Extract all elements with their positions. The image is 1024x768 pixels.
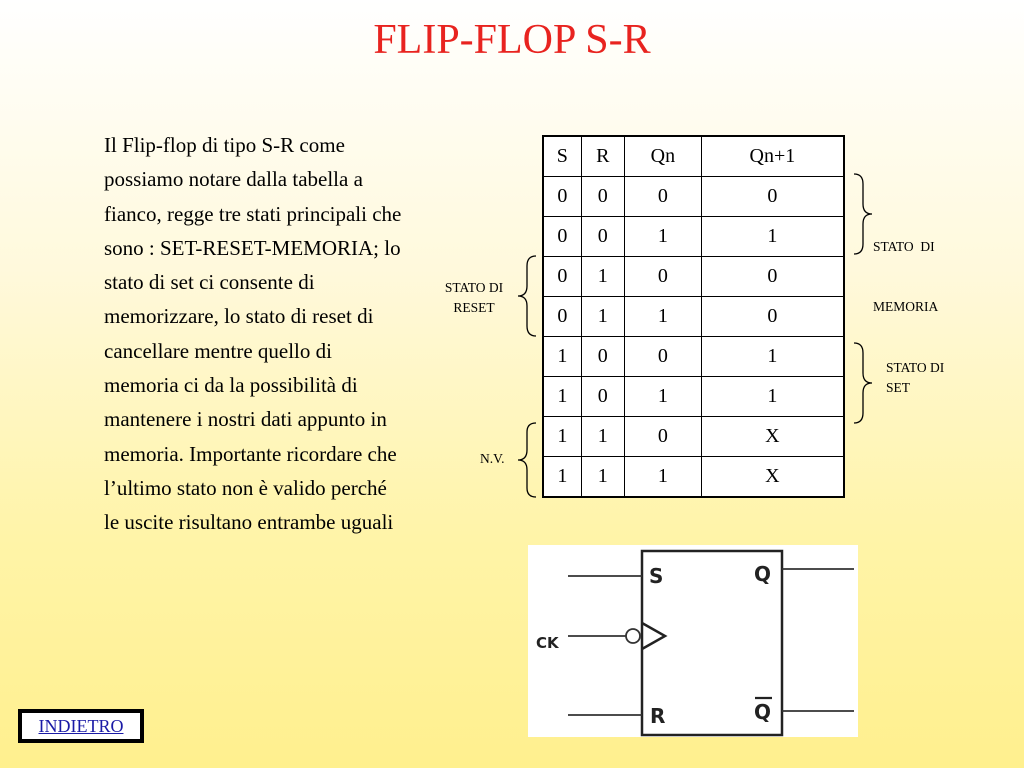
table-row: [543, 337, 844, 377]
table-cell: 1: [543, 457, 581, 498]
label-stato-memoria: STATO DI MEMORIA: [873, 239, 939, 314]
brace-reset: [516, 254, 540, 338]
table-cell: 1: [701, 217, 844, 257]
brace-set: [850, 341, 874, 425]
label-q-bar: Q: [754, 700, 772, 724]
truth-table: [542, 135, 845, 498]
flip-flop-diagram: [528, 545, 858, 737]
table-cell: 0: [701, 177, 844, 217]
table-row: [543, 177, 844, 217]
table-cell: 0: [624, 417, 701, 457]
table-cell: 0: [624, 337, 701, 377]
back-button[interactable]: [18, 709, 144, 743]
description-text: Il Flip-flop di tipo S-R come possiamo notare dalla tabella a fianco, regge tre stati principali che sono : SET-RESET-MEMORIA; lo stato di set ci consente di memorizzare, lo stato di reset di cancellare mentre quello di memoria ci da la possibilità di mantenere i nostri dati appunto in memoria. Importante ricordare che l’ultimo stato non è valido perché le uscite risultano entrambe uguali: [104, 133, 402, 535]
table-cell: 1: [701, 337, 844, 377]
header-qn: Qn: [624, 136, 701, 177]
table-cell: X: [701, 457, 844, 498]
table-cell: 1: [543, 417, 581, 457]
table-header-row: [543, 136, 844, 177]
table-row: [543, 417, 844, 457]
table-cell: 0: [581, 377, 624, 417]
table-cell: 0: [543, 257, 581, 297]
header-s: S: [543, 136, 581, 177]
table-cell: 0: [581, 217, 624, 257]
table-cell: 1: [543, 377, 581, 417]
table-row: [543, 217, 844, 257]
table-cell: 0: [543, 217, 581, 257]
clock-inverter-circle: [626, 629, 640, 643]
table-cell: 0: [581, 337, 624, 377]
table-cell: 1: [581, 457, 624, 498]
table-cell: 1: [701, 377, 844, 417]
table-cell: 0: [624, 177, 701, 217]
brace-nv: [516, 421, 540, 499]
header-r: R: [581, 136, 624, 177]
table-cell: 0: [624, 257, 701, 297]
table-cell: 1: [624, 217, 701, 257]
label-s: S: [649, 564, 664, 588]
table-cell: 1: [543, 337, 581, 377]
brace-memoria: [850, 172, 874, 256]
table-cell: 0: [543, 297, 581, 337]
table-row: [543, 377, 844, 417]
label-ck: CK: [536, 634, 559, 652]
table-row: [543, 457, 844, 498]
table-cell: 0: [701, 297, 844, 337]
back-button-label[interactable]: INDIETRO: [22, 713, 140, 739]
table-row: [543, 257, 844, 297]
table-cell: 0: [701, 257, 844, 297]
table-cell: 1: [624, 457, 701, 498]
label-q: Q: [754, 562, 772, 586]
table-cell: 1: [581, 417, 624, 457]
label-stato-set: STATO DI SET: [886, 360, 945, 395]
table-cell: 1: [624, 297, 701, 337]
table-cell: 0: [581, 177, 624, 217]
table-cell: 1: [624, 377, 701, 417]
table-cell: 0: [543, 177, 581, 217]
table-cell: 1: [581, 257, 624, 297]
page-title: FLIP-FLOP S-R: [373, 17, 651, 63]
label-nv: N.V.: [480, 451, 505, 466]
table-row: [543, 297, 844, 337]
table-cell: 1: [581, 297, 624, 337]
header-qn1: Qn+1: [701, 136, 844, 177]
label-r: R: [650, 704, 666, 728]
label-stato-reset: STATO DI RESET: [444, 280, 504, 315]
table-cell: X: [701, 417, 844, 457]
